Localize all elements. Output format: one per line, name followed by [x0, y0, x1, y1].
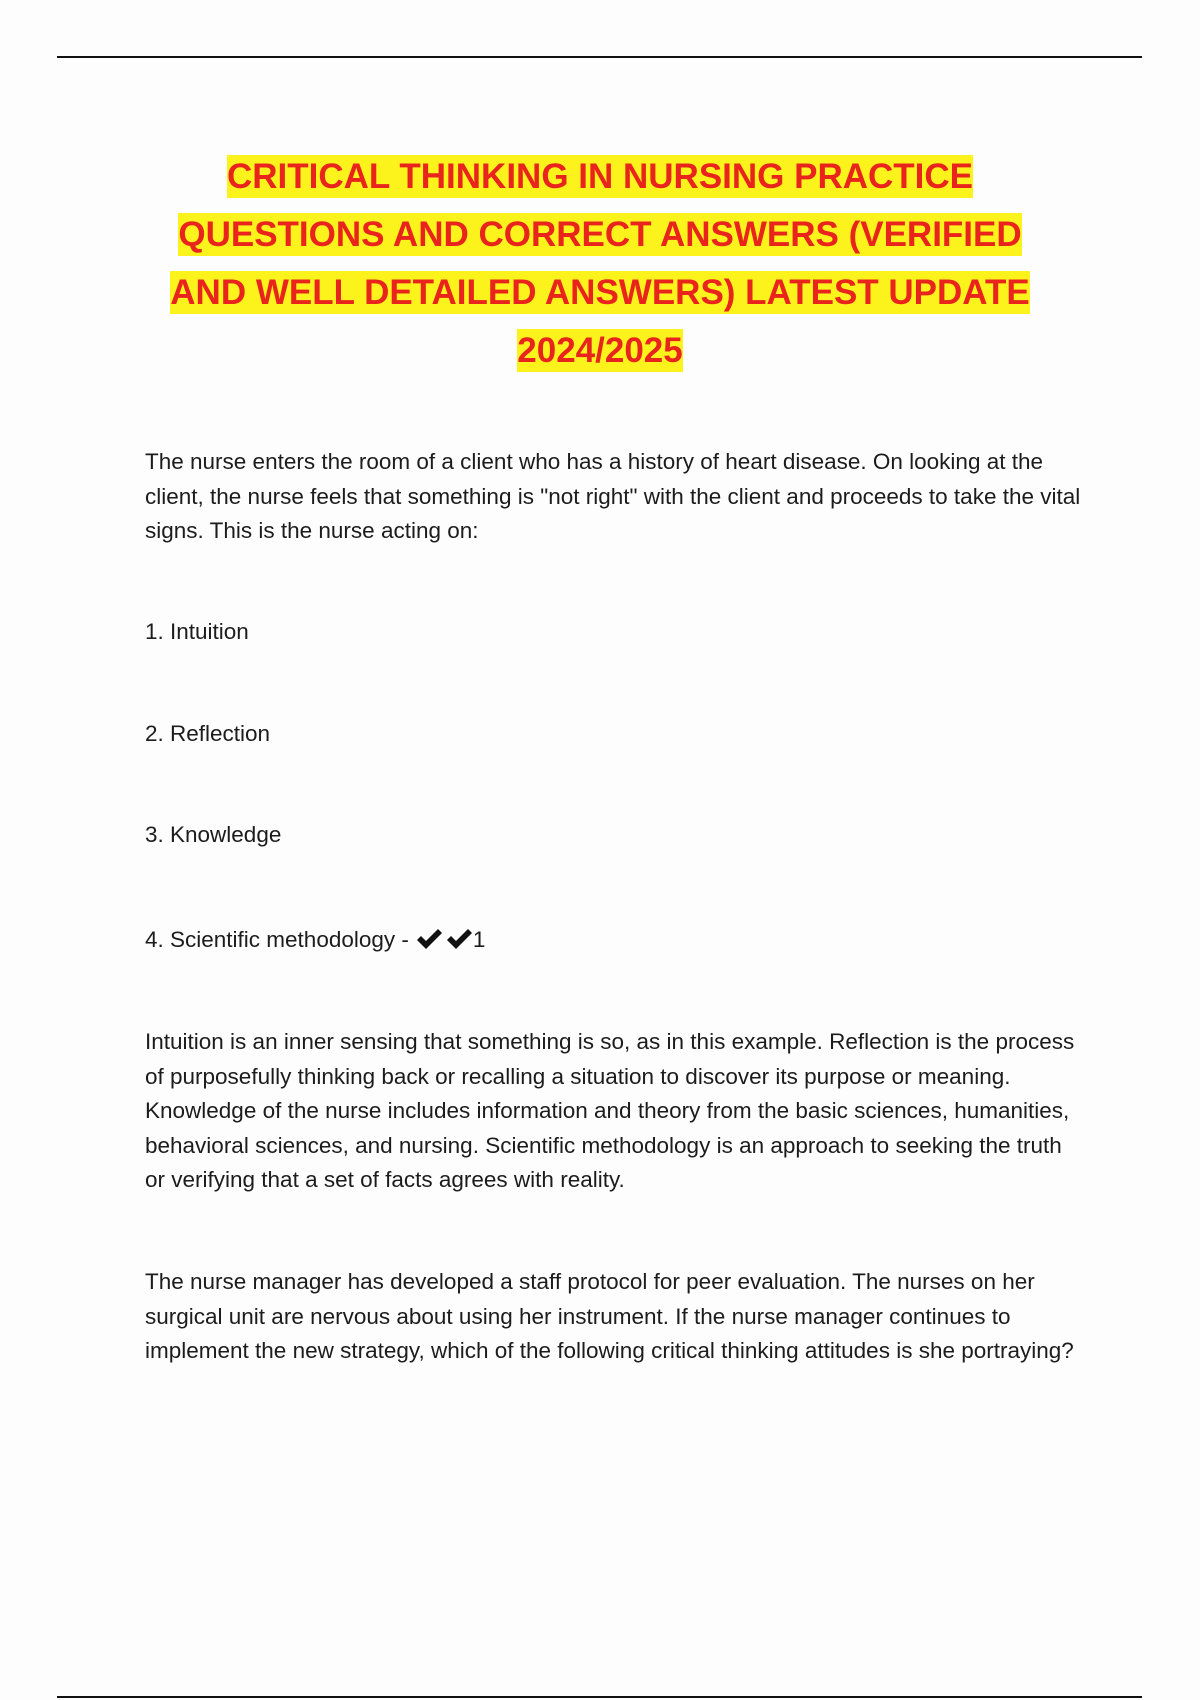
document-title	[120, 148, 1080, 380]
question-1-option-4: 4. Scientific methodology -	[145, 927, 409, 952]
question-1-explanation: Intuition is an inner sensing that something is so, as in this example. Reflection is the process of purposefully thinking back or recalling a situation to discover its purpose or meaning. Knowledge of the nurse includes information and theory from the basic sciences, humanities, behavioral sciences, and nursing. Scientific methodology is an approach to seeking the truth or verifying that a set of facts agrees with reality.	[145, 1029, 1075, 1192]
header-rule	[57, 56, 1142, 58]
question-2-text: The nurse manager has developed a staff protocol for peer evaluation. The nurses on her surgical unit are nervous about using her instrument. If the nurse manager continues to implement the new strategy, which of the following critical thinking attitudes is she portraying?	[145, 1269, 1074, 1363]
title-line: 2024/2025	[517, 331, 683, 370]
question-1-option-3: 3. Knowledge	[145, 822, 282, 847]
title-line: QUESTIONS AND CORRECT ANSWERS (VERIFIED	[178, 215, 1022, 254]
checkmark-icon	[415, 927, 443, 951]
question-1-option-2: 2. Reflection	[145, 721, 271, 746]
question-1-text: The nurse enters the room of a client who has a history of heart disease. On looking at the client, the nurse feels that something is "not right" with the client and proceeds to take the vital signs. This is the nurse acting on:	[145, 449, 1081, 543]
question-1-option-1: 1. Intuition	[145, 619, 249, 644]
footer-rule	[57, 1696, 1142, 1698]
checkmark-icon	[445, 927, 473, 951]
question-1-option-4-with-answer	[145, 923, 1085, 958]
title-line: AND WELL DETAILED ANSWERS) LATEST UPDATE	[170, 273, 1030, 312]
title-line: CRITICAL THINKING IN NURSING PRACTICE	[226, 157, 974, 196]
question-1-answer: 1	[472, 927, 486, 952]
